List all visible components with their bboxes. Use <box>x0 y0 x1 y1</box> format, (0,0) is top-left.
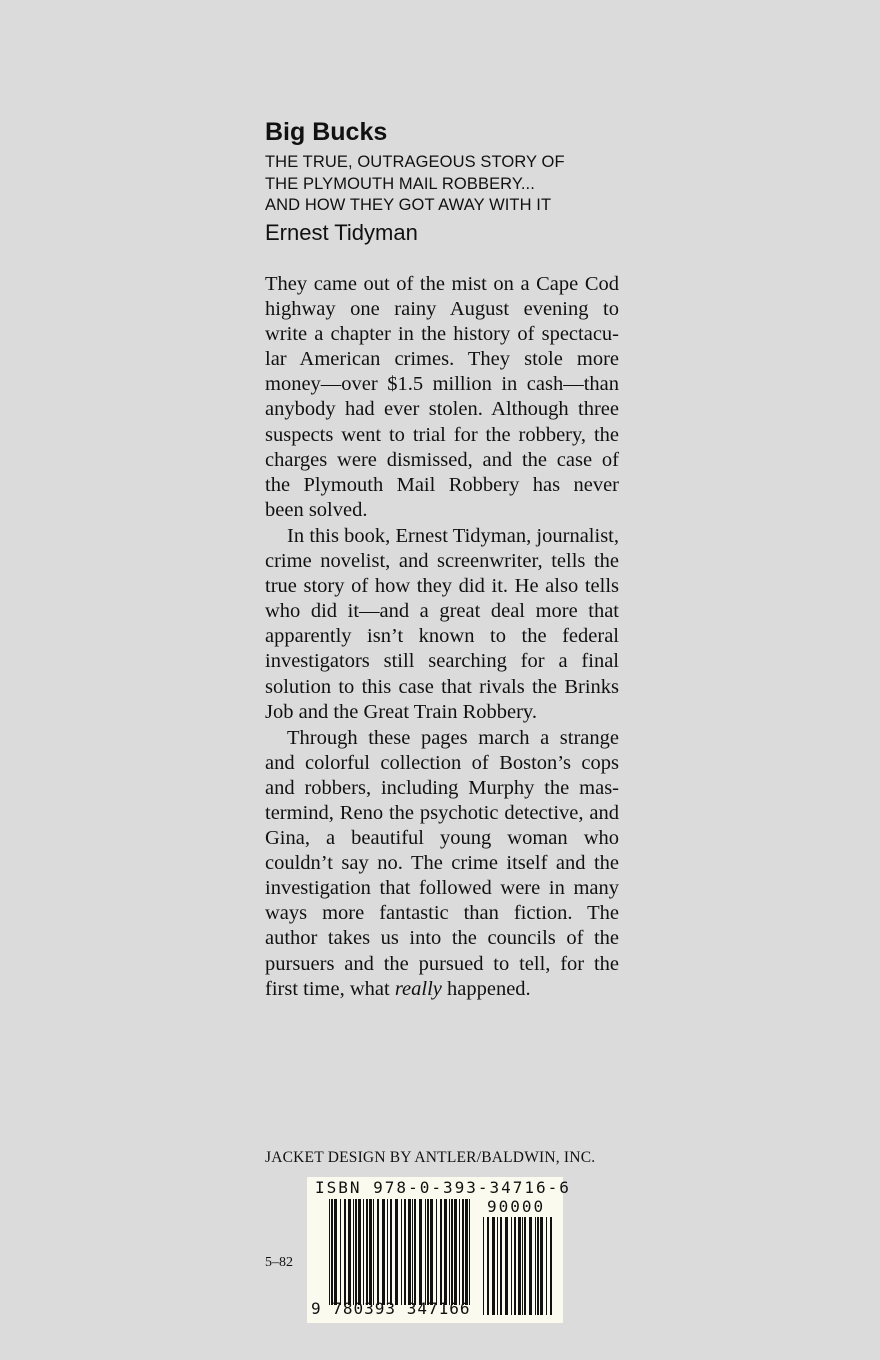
barcode-bar <box>514 1217 516 1315</box>
barcode-bar <box>408 1199 411 1305</box>
barcode-bar <box>546 1217 547 1315</box>
isbn-label: ISBN 978-0-393-34716-6 <box>315 1178 571 1197</box>
barcode-bar <box>412 1199 413 1305</box>
barcode-bar <box>535 1217 536 1315</box>
barcode-bar <box>459 1199 460 1305</box>
barcode-bar <box>500 1217 502 1315</box>
barcode-bar <box>329 1199 330 1305</box>
author-name: Ernest Tidyman <box>265 220 418 245</box>
barcode-bar <box>340 1199 341 1305</box>
barcode-bar <box>419 1199 422 1305</box>
barcode-bar <box>363 1199 364 1305</box>
book-title: Big Bucks <box>265 118 388 146</box>
barcode <box>307 1177 571 1323</box>
barcode-bar <box>436 1199 437 1305</box>
book-subtitle <box>265 152 565 217</box>
barcode-bar <box>425 1199 426 1305</box>
blurb-paragraph-3 <box>265 726 619 1002</box>
barcode-bar <box>487 1217 489 1315</box>
barcode-bar <box>454 1199 457 1305</box>
ean-digits: 9 780393 347166 <box>311 1299 471 1318</box>
blurb-paragraph-1: They came out of the mist on a Cape Cod highway one rainy August evening to write a chapter in the history of spectacular American crimes. They stole more money—over $1.5 million in cash—than anybody had ever stolen. Although three suspects went to trial for the robbery, the charges were dismissed, and the case of the Plymouth Mail Robbery has never been solved. <box>265 273 619 521</box>
barcode-bar <box>401 1199 402 1305</box>
barcode-bar <box>358 1199 361 1305</box>
barcode-bar <box>334 1199 337 1305</box>
barcode-bar <box>353 1199 354 1305</box>
barcode-bar <box>366 1199 368 1305</box>
barcode-bar <box>382 1199 385 1305</box>
date-code: 5–82 <box>265 1255 293 1270</box>
barcode-bar <box>469 1199 470 1305</box>
barcode-bar <box>540 1217 543 1315</box>
blurb-paragraph-2: In this book, Ernest Tidyman, journalist, crime novelist, and screenwriter, tells the true story of how they did it. He also tells who did it—and a great deal more that apparently isn’t known to the federal investigators still searching for a final solution to this case that rivals the Brinks Job and the Great Train Robbery. <box>265 524 619 723</box>
barcode-bar <box>462 1199 464 1305</box>
barcode-bar <box>529 1217 532 1315</box>
barcode-bar <box>331 1199 333 1305</box>
barcode-bar <box>348 1199 351 1305</box>
barcode-bar <box>377 1199 379 1305</box>
subtitle-line: THE PLYMOUTH MAIL ROBBERY... <box>265 174 535 193</box>
barcode-bar <box>518 1217 521 1315</box>
jacket-design-credit: JACKET DESIGN BY ANTLER/BALDWIN, INC. <box>265 1149 596 1166</box>
blurb-p3-emphasis: really <box>394 977 442 1000</box>
barcode-bar <box>390 1199 392 1305</box>
subtitle-line: AND HOW THEY GOT AWAY WITH IT <box>265 196 552 214</box>
barcode-bar <box>444 1199 447 1305</box>
blurb-text <box>265 272 619 1003</box>
barcode-bar <box>414 1199 416 1305</box>
barcode-bar <box>344 1199 346 1305</box>
barcode-bar <box>524 1217 526 1315</box>
barcode-bar <box>492 1217 495 1315</box>
barcode-bar <box>497 1217 498 1315</box>
barcode-bar <box>404 1199 406 1305</box>
barcode-bar <box>395 1199 398 1305</box>
barcode-bar <box>522 1217 523 1315</box>
barcode-bar <box>537 1217 539 1315</box>
barcode-bar <box>369 1199 372 1305</box>
barcode-bar <box>483 1217 484 1315</box>
barcode-bar <box>449 1199 450 1305</box>
price-code: 90000 <box>487 1197 546 1216</box>
barcode-bar <box>430 1199 433 1305</box>
barcode-bar <box>440 1199 442 1305</box>
barcode-bar <box>387 1199 388 1305</box>
barcode-bar <box>550 1217 552 1315</box>
barcode-bar <box>505 1217 508 1315</box>
blurb-p3-text: Through these pages march a strange and colorful collection of Boston’s cops and robbers, including Murphy the mastermind, Reno the psychotic detective, and Gina, a beautiful young woman who couldn’t say no. The crime itself and the investigation that followed were in many ways more fantastic than fiction. The author takes us into the councils of the pursuers and the pursued to tell, for the first time, what <box>265 726 619 1000</box>
barcode-bar <box>511 1217 512 1315</box>
barcode-bar <box>427 1199 429 1305</box>
barcode-bar <box>451 1199 453 1305</box>
subtitle-line: THE TRUE, OUTRAGEOUS STORY OF <box>265 153 565 171</box>
barcode-bar <box>355 1199 357 1305</box>
barcode-bar <box>465 1199 468 1305</box>
blurb-p3-ending: happened. <box>441 977 531 1000</box>
barcode-bar <box>373 1199 374 1305</box>
